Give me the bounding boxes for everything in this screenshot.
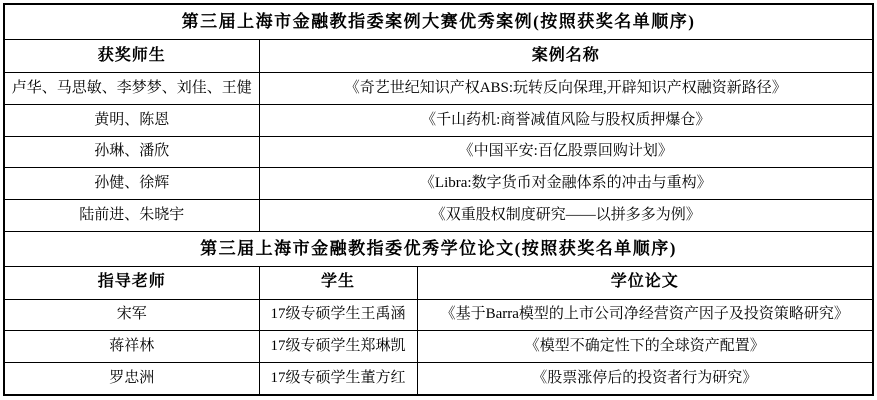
winners-cell: 卢华、马思敏、李梦梦、刘佳、王健 [4, 73, 259, 105]
section1-header-row [4, 40, 873, 73]
section1-title-row [4, 4, 873, 40]
case-name-cell: 《Libra:数字货币对金融体系的冲击与重构》 [259, 168, 873, 200]
case-name-cell: 《双重股权制度研究——以拼多多为例》 [259, 199, 873, 231]
table-row [4, 73, 873, 105]
table-row [4, 363, 873, 395]
section2-header-student: 学生 [259, 266, 417, 299]
advisor-cell: 宋军 [4, 299, 259, 331]
thesis-cell: 《基于Barra模型的上市公司净经营资产因子及投资策略研究》 [417, 299, 873, 331]
winners-cell: 孙琳、潘欣 [4, 136, 259, 168]
table-row [4, 199, 873, 231]
section1-header-winners: 获奖师生 [4, 40, 259, 73]
section1-header-case: 案例名称 [259, 40, 873, 73]
section2-header-thesis: 学位论文 [417, 266, 873, 299]
table-row [4, 331, 873, 363]
advisor-cell: 罗忠洲 [4, 363, 259, 395]
section2-header-advisor: 指导老师 [4, 266, 259, 299]
table-row [4, 105, 873, 137]
case-name-cell: 《千山药机:商誉减值风险与股权质押爆仓》 [259, 105, 873, 137]
section2-title-row [4, 231, 873, 266]
winners-cell: 孙健、徐辉 [4, 168, 259, 200]
section1-title: 第三届上海市金融教指委案例大赛优秀案例(按照获奖名单顺序) [4, 4, 873, 40]
thesis-cell: 《模型不确定性下的全球资产配置》 [417, 331, 873, 363]
case-name-cell: 《奇艺世纪知识产权ABS:玩转反向保理,开辟知识产权融资新路径》 [259, 73, 873, 105]
section2-title: 第三届上海市金融教指委优秀学位论文(按照获奖名单顺序) [4, 231, 873, 266]
table-row [4, 168, 873, 200]
thesis-cell: 《股票涨停后的投资者行为研究》 [417, 363, 873, 395]
table-row [4, 136, 873, 168]
section2-header-row [4, 266, 873, 299]
case-name-cell: 《中国平安:百亿股票回购计划》 [259, 136, 873, 168]
advisor-cell: 蒋祥林 [4, 331, 259, 363]
awards-table [3, 3, 874, 396]
student-cell: 17级专硕学生王禹涵 [259, 299, 417, 331]
student-cell: 17级专硕学生董方红 [259, 363, 417, 395]
table-row [4, 299, 873, 331]
winners-cell: 黄明、陈恩 [4, 105, 259, 137]
student-cell: 17级专硕学生郑琳凯 [259, 331, 417, 363]
winners-cell: 陆前进、朱晓宇 [4, 199, 259, 231]
